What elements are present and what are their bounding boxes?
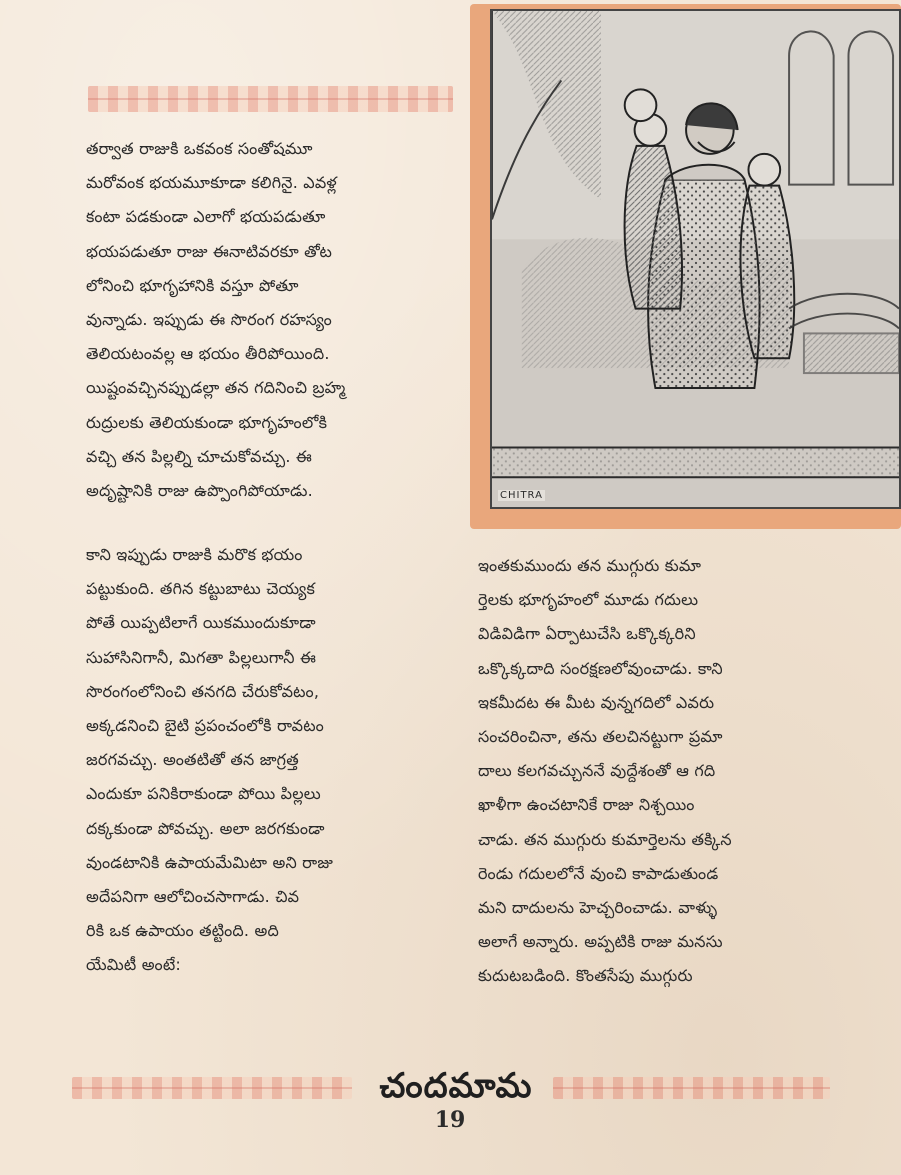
text-line: అదేపనిగా ఆలోచించసాగాడు. చివ — [86, 887, 300, 907]
text-line: ఖాళీగా ఉంచటానికే రాజు నిశ్చయిం — [478, 795, 695, 815]
text-line: చాడు. తన ముగ్గురు కుమార్తెలను తక్కిన — [478, 829, 732, 849]
text-line: దక్కకుండా పోవచ్చు. అలా జరగకుండా — [86, 818, 325, 838]
text-line: వచ్చి తన పిల్లల్ని చూచుకోవచ్చు. ఈ — [86, 446, 313, 466]
text-line: ఇకమీదట ఈ మీట వున్నగదిలో ఎవరు — [478, 692, 715, 712]
text-line: సొరంగంలోనించి తనగది చేరుకోవటం, — [86, 681, 320, 701]
text-line: ర్తెలకు భూగృహంలో మూడు గదులు — [478, 590, 699, 610]
text-line: తర్వాత రాజుకి ఒకవంక సంతోషమూ — [86, 139, 313, 158]
text-line: కంటా పడకుండా ఎలాగో భయపడుతూ — [86, 207, 326, 227]
king-with-children-illustration — [492, 11, 899, 507]
text-line: కాని ఇప్పుడు రాజుకి మరొక భయం — [86, 545, 303, 564]
footer-ornament-right — [553, 1077, 830, 1099]
text-line: సంచరించినా, తను తలచినట్టుగా ప్రమా — [478, 727, 723, 747]
text-line: అలాగే అన్నారు. అప్పటికి రాజు మనసు — [478, 932, 723, 952]
text-line: ఒక్కొక్కదాది సంరక్షణలోవుంచాడు. కాని — [478, 658, 723, 678]
text-line: భయపడుతూ రాజు ఈనాటివరకూ తోట — [86, 241, 333, 261]
text-line: పట్టుకుంది. తగిన కట్టుబాటు చెయ్యక — [86, 579, 316, 599]
text-line: వున్నాడు. ఇప్పుడు ఈ సొరంగ రహస్యం — [86, 310, 332, 330]
text-line: ఇంతకుముందు తన ముగ్గురు కుమా — [478, 556, 702, 575]
page-number: 19 — [434, 1107, 466, 1133]
text-line: విడివిడిగా ఏర్పాటుచేసి ఒక్కొక్కరిని — [478, 624, 696, 644]
text-line: జరగవచ్చు. అంతటితో తన జాగ్రత్త — [86, 750, 299, 770]
top-ornament-band — [88, 86, 453, 112]
text-line: వుండటానికి ఉపాయమేమిటా అని రాజు — [86, 852, 334, 872]
text-line: అదృష్టానికి రాజు ఉప్పొంగిపోయాడు. — [86, 481, 313, 501]
left-column-top-text — [86, 132, 456, 508]
text-line: మరోవంక భయమూకూడా కలిగినై. ఎవళ్ల — [86, 173, 337, 193]
illustration-artwork — [490, 9, 901, 509]
footer-ornament-left — [72, 1077, 352, 1099]
text-line: మని దాదులను హెచ్చరించాడు. వాళ్ళు — [478, 898, 718, 918]
text-line: ఎందుకూ పనికిరాకుండా పోయి పిల్లలు — [86, 784, 321, 804]
text-line: రుద్రులకు తెలియకుండా భూగృహంలోకి — [86, 412, 328, 432]
text-line: దాలు కలగవచ్చుననే వుద్దేశంతో ఆ గది — [478, 761, 716, 781]
text-line: రెండు గదులలోనే వుంచి కాపాడుతుండ — [478, 863, 719, 883]
illustration-panel — [470, 4, 901, 529]
text-line: అక్కడనించి బైటి ప్రపంచంలోకి రావటం — [86, 716, 324, 736]
text-line: తెలియటంవల్ల ఆ భయం తీరిపోయింది. — [86, 344, 330, 364]
right-column-bottom-text — [478, 549, 868, 994]
text-line: రికి ఒక ఉపాయం తట్టింది. అది — [86, 921, 279, 941]
text-line: యిష్టంవచ్చినప్పుడల్లా తన గదినించి బ్రహ్మ — [86, 378, 346, 398]
illustration-credit: CHITRA — [500, 490, 543, 501]
text-line: కుదుటబడింది. కొంతసేపు ముగ్గురు — [478, 966, 693, 986]
footer-magazine-title: చందమామ — [379, 1066, 533, 1106]
text-line: పోతే యిప్పటిలాగే యికముందుకూడా — [86, 613, 316, 633]
text-line: లోనించి భూగృహానికి వస్తూ పోతూ — [86, 275, 299, 295]
text-line: సుహాసినిగానీ, మిగతా పిల్లలుగానీ ఈ — [86, 647, 317, 667]
left-column-bottom-text — [86, 538, 456, 983]
text-line: యేమిటీ అంటే: — [86, 955, 181, 975]
